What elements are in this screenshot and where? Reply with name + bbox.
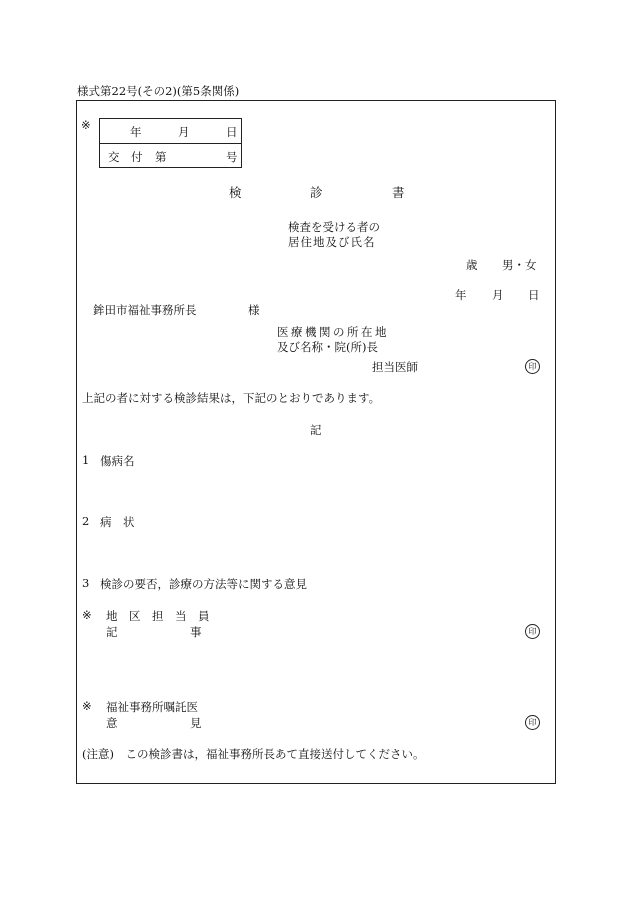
mark-commissioned: ※ bbox=[82, 699, 92, 713]
mark-top: ※ bbox=[81, 118, 91, 132]
date-month: 月 bbox=[178, 125, 190, 139]
body-text: 上記の者に対する検診結果は，下記のとおりであります。 bbox=[82, 391, 381, 405]
commissioned-char-1: 意 bbox=[106, 716, 118, 730]
issue-char-2: 付 bbox=[131, 150, 143, 164]
commissioned-line-1: 福祉事務所嘱託医 bbox=[106, 700, 198, 714]
issue-suffix: 号 bbox=[226, 150, 238, 164]
item-1-num: 1 bbox=[82, 453, 90, 467]
doctor-seal: 印 bbox=[525, 359, 540, 374]
mark-district: ※ bbox=[82, 608, 92, 622]
date-line-month: 月 bbox=[492, 288, 504, 302]
addressee-honorific: 様 bbox=[248, 303, 260, 317]
examinee-line-1: 検査を受ける者の bbox=[288, 220, 380, 234]
form-number: 様式第22号(その2)(第5条関係) bbox=[77, 84, 240, 98]
district-char-1: 記 bbox=[106, 625, 118, 639]
commissioned-seal: 印 bbox=[525, 715, 540, 730]
item-3-label: 検診の要否，診療の方法等に関する意見 bbox=[100, 577, 307, 591]
date-row bbox=[100, 119, 241, 143]
title-char-3: 書 bbox=[392, 185, 405, 200]
commissioned-char-2: 見 bbox=[190, 716, 202, 730]
title-char-2: 診 bbox=[310, 185, 323, 200]
item-1-label: 傷病名 bbox=[100, 454, 135, 468]
note-text: (注意) この検診書は，福祉事務所長あて直接送付してください。 bbox=[82, 747, 425, 761]
examinee-sex: 男・女 bbox=[502, 258, 537, 272]
date-year: 年 bbox=[130, 125, 142, 139]
item-3-num: 3 bbox=[82, 576, 90, 590]
issue-char-3: 第 bbox=[155, 150, 167, 164]
examinee-age: 歳 bbox=[466, 258, 478, 272]
issue-row bbox=[100, 143, 241, 167]
title-char-1: 検 bbox=[229, 185, 242, 200]
item-2-label: 病 状 bbox=[100, 515, 135, 529]
date-line-day: 日 bbox=[528, 288, 540, 302]
date-issue-box bbox=[99, 118, 242, 168]
date-day: 日 bbox=[226, 125, 238, 139]
district-line-1: 地 区 担 当 員 bbox=[106, 609, 210, 623]
institution-line-1: 医療機関の所在地 bbox=[277, 325, 389, 339]
item-2-num: 2 bbox=[82, 514, 90, 528]
issue-char-1: 交 bbox=[108, 150, 120, 164]
ki-heading: 記 bbox=[310, 423, 322, 437]
district-seal: 印 bbox=[525, 624, 540, 639]
district-char-2: 事 bbox=[190, 625, 202, 639]
institution-line-2: 及び名称・院(所)長 bbox=[277, 340, 378, 354]
addressee-office: 鉾田市福祉事務所長 bbox=[93, 303, 197, 317]
examinee-line-2: 居住地及び氏名 bbox=[288, 235, 376, 249]
date-line-year: 年 bbox=[455, 288, 467, 302]
form-frame bbox=[76, 100, 556, 784]
doctor-label: 担当医師 bbox=[372, 360, 418, 374]
